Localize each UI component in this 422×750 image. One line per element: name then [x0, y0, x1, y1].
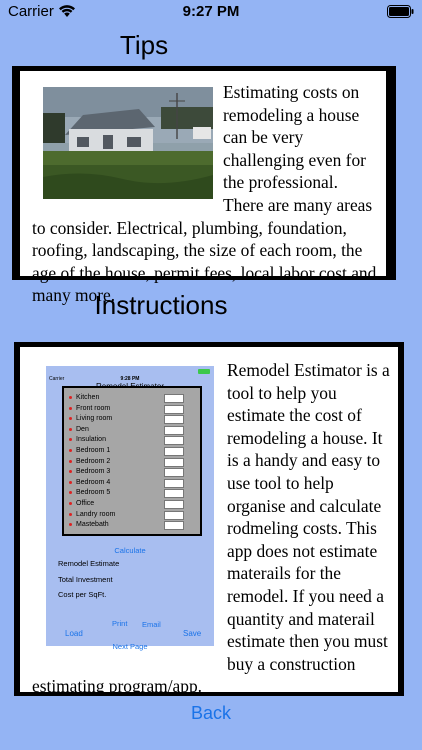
- thumb-room-bullet: [69, 438, 72, 441]
- thumb-room-bullet: [69, 481, 72, 484]
- thumb-room-input: [164, 394, 184, 403]
- thumb-room-row: [64, 489, 204, 500]
- thumb-room-label: Insulation: [76, 436, 106, 444]
- thumb-room-row: [64, 415, 204, 426]
- thumb-room-input: [164, 500, 184, 509]
- thumb-room-bullet: [69, 460, 72, 463]
- status-time: 9:27 PM: [182, 3, 240, 20]
- thumb-room-label: Landry room: [76, 510, 116, 518]
- thumb-room-list: [62, 386, 202, 536]
- thumb-room-label: Bedroom 4: [76, 478, 111, 486]
- thumb-calculate: Calculate: [114, 546, 146, 555]
- thumb-room-bullet: [69, 407, 72, 410]
- back-button[interactable]: Back: [190, 703, 232, 723]
- thumb-room-bullet: [69, 417, 72, 420]
- thumb-room-bullet: [69, 449, 72, 452]
- thumb-room-row: [64, 511, 204, 522]
- thumb-room-label: Living room: [76, 415, 113, 423]
- thumb-room-bullet: [69, 491, 72, 494]
- thumb-room-label: Bedroom 2: [76, 457, 111, 465]
- thumb-room-input: [164, 415, 184, 424]
- thumb-room-label: Front room: [76, 404, 111, 412]
- thumb-room-bullet: [69, 470, 72, 473]
- thumb-room-input: [164, 458, 184, 467]
- thumb-room-label: Den: [76, 425, 89, 433]
- instructions-text-view[interactable]: [20, 347, 398, 697]
- thumb-room-label: Bedroom 1: [76, 447, 111, 454]
- thumb-room-input: [164, 489, 184, 498]
- thumb-room-input: [164, 521, 184, 530]
- house-photo: [43, 87, 213, 199]
- thumb-room-bullet: [69, 513, 72, 516]
- thumb-room-bullet: [69, 523, 72, 526]
- thumb-print: Print: [112, 619, 128, 628]
- thumb-room-input: [164, 479, 184, 488]
- carrier-label: Carrier: [8, 3, 54, 20]
- app-screenshot: [46, 366, 214, 651]
- thumb-room-label: Bedroom 5: [76, 489, 111, 497]
- thumb-load: Load: [65, 629, 83, 638]
- thumb-room-input: [164, 511, 184, 520]
- thumb-time: 9:28 PM: [120, 376, 140, 382]
- thumb-next-page: Next Page: [112, 642, 148, 651]
- thumb-room-label: Kitchen: [76, 394, 100, 401]
- thumb-room-row: [64, 394, 204, 405]
- thumb-battery-icon: [198, 369, 210, 374]
- thumb-room-bullet: [69, 396, 72, 399]
- thumb-room-row: [64, 500, 204, 511]
- tips-body: Estimating costs on remodeling a house can be very challenging even for the professional. There are many areas to consider. Electrical, plumbing, foundation, roofing, landscaping, the size of each room, the age of the house, permit fees, local labor cost and many more.: [32, 82, 377, 306]
- thumb-room-row: [64, 426, 204, 437]
- thumb-room-label: Office: [76, 500, 95, 507]
- thumb-estimate-label: Remodel Estimate: [58, 559, 120, 568]
- thumb-save: Save: [183, 629, 202, 638]
- tips-title: Tips: [119, 30, 169, 60]
- instructions-body: Remodel Estimator is a tool to help you estimate the cost of remodeling a house. It is a handy and easy to use tool to help organise and calculate rodmeling costs. This app does not estimate materails for the remodel. If you need a quantity and materail estimate then you must buy a construction estimating program/app.: [32, 360, 390, 697]
- thumb-email: Email: [142, 620, 161, 629]
- thumb-room-input: [164, 447, 184, 456]
- thumb-room-bullet: [69, 502, 72, 505]
- thumb-room-label: Mastebath: [76, 521, 109, 529]
- thumb-room-input: [164, 405, 184, 414]
- instructions-title: Instructions: [94, 290, 228, 320]
- thumb-room-row: [64, 458, 204, 469]
- thumb-room-row: [64, 479, 204, 490]
- thumb-room-input: [164, 468, 184, 477]
- thumb-room-input: [164, 436, 184, 445]
- thumb-room-bullet: [69, 428, 72, 431]
- thumb-room-row: [64, 468, 204, 479]
- thumb-room-row: [64, 436, 204, 447]
- thumb-carrier: Carrier: [49, 376, 65, 382]
- thumb-investment-label: Total Investment: [58, 575, 113, 584]
- battery-icon: [387, 5, 414, 22]
- thumb-sqft-label: Cost per SqFt.: [58, 590, 107, 599]
- thumb-room-row: [64, 447, 204, 458]
- thumb-room-row: [64, 521, 204, 532]
- status-bar: [0, 0, 422, 24]
- thumb-room-row: [64, 405, 204, 416]
- thumb-room-label: Bedroom 3: [76, 468, 111, 476]
- thumb-room-input: [164, 426, 184, 435]
- instructions-panel: [14, 342, 404, 696]
